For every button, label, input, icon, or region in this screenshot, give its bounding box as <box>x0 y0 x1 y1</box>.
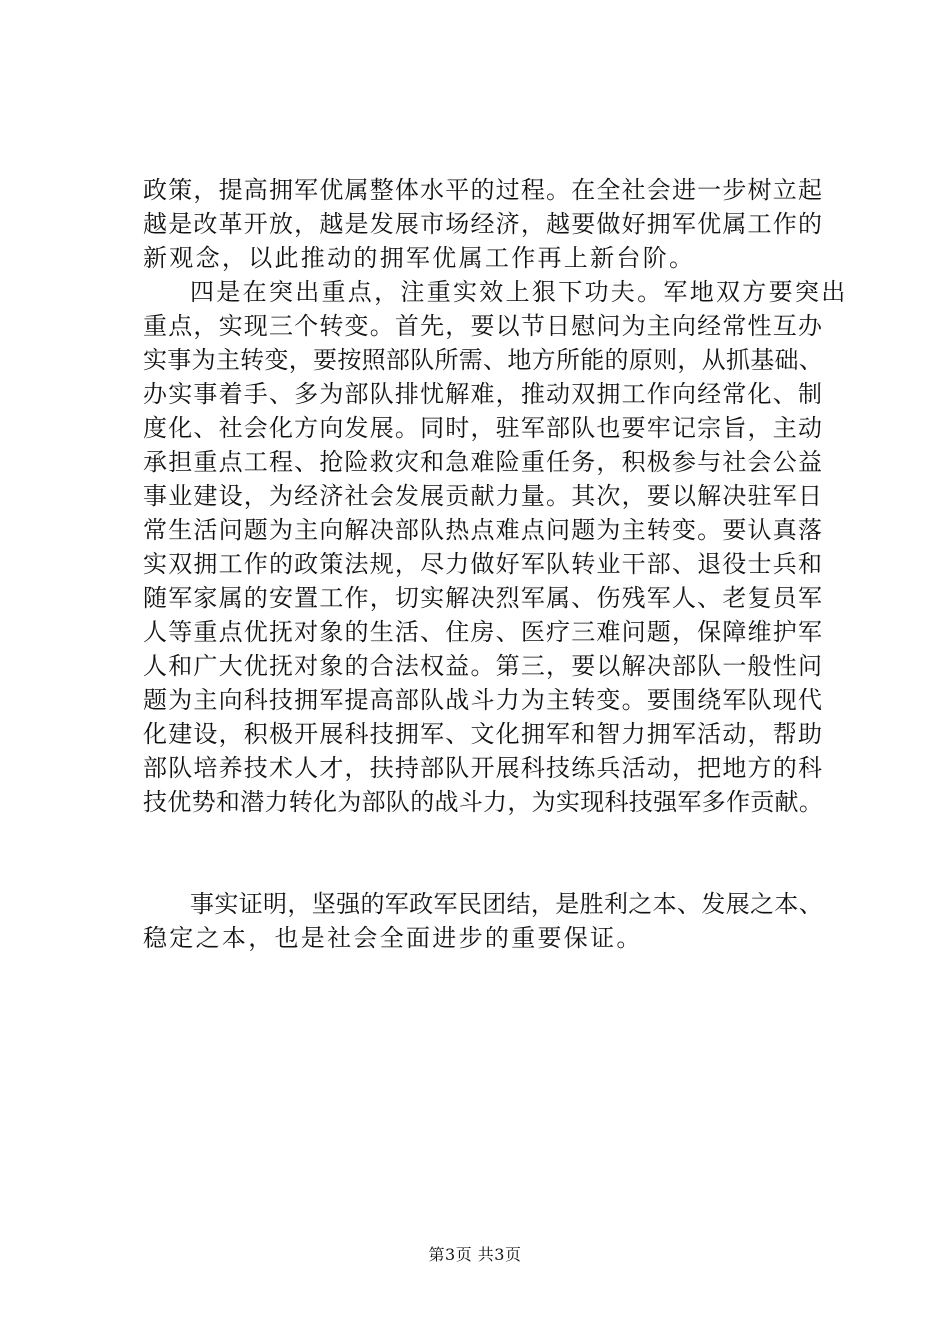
text-line: 实双拥工作的政策法规，尽力做好军队转业干部、退役士兵和 <box>143 550 824 578</box>
text-line: 政策，提高拥军优属整体水平的过程。在全社会进一步树立起 <box>143 176 824 204</box>
text-line: 部队培养技术人才，扶持部队开展科技练兵活动，把地方的科 <box>143 754 824 782</box>
text-line: 稳定之本，也是社会全面进步的重要保证。 <box>143 924 643 952</box>
text-line: 实事为主转变，要按照部队所需、地方所能的原则，从抓基础、 <box>143 346 824 374</box>
text-line: 人等重点优抚对象的生活、住房、医疗三难问题，保障维护军 <box>143 618 824 646</box>
text-line: 度化、社会化方向发展。同时，驻军部队也要牢记宗旨，主动 <box>143 414 824 442</box>
text-line: 人和广大优抚对象的合法权益。第三，要以解决部队一般性问 <box>143 652 824 680</box>
text-line <box>143 819 823 853</box>
paragraph-spacer <box>143 853 823 887</box>
text-line: 新观念，以此推动的拥军优属工作再上新台阶。 <box>143 244 696 272</box>
text-line: 随军家属的安置工作，切实解决烈军属、伤残军人、老复员军 <box>143 584 824 612</box>
text-line: 化建设，积极开展科技拥军、文化拥军和智力拥军活动，帮助 <box>143 720 824 748</box>
text-line: 越是改革开放，越是发展市场经济，越要做好拥军优属工作的 <box>143 210 824 238</box>
paragraph-2 <box>143 275 848 853</box>
page-number-footer: 第3页 共3页 <box>428 1245 522 1264</box>
text-line: 技优势和潜力转化为部队的战斗力，为实现科技强军多作贡献。 <box>143 788 824 816</box>
document-body <box>143 173 848 955</box>
text-line: 题为主向科技拥军提高部队战斗力为主转变。要围绕军队现代 <box>143 686 824 714</box>
text-line: 重点，实现三个转变。首先，要以节日慰问为主向经常性互办 <box>143 312 824 340</box>
paragraph-3 <box>143 887 823 955</box>
text-line: 四是在突出重点，注重实效上狠下功夫。军地双方要突出 <box>190 278 848 306</box>
text-line: 事实证明，坚强的军政军民团结，是胜利之本、发展之本、 <box>190 890 824 918</box>
text-line: 办实事着手、多为部队排忧解难，推动双拥工作向经常化、制 <box>143 380 824 408</box>
text-line: 事业建设，为经济社会发展贡献力量。其次，要以解决驻军日 <box>143 482 824 510</box>
text-line: 常生活问题为主向解决部队热点难点问题为主转变。要认真落 <box>143 516 824 544</box>
paragraph-1 <box>143 173 823 275</box>
text-line: 承担重点工程、抢险救灾和急难险重任务，积极参与社会公益 <box>143 448 824 476</box>
